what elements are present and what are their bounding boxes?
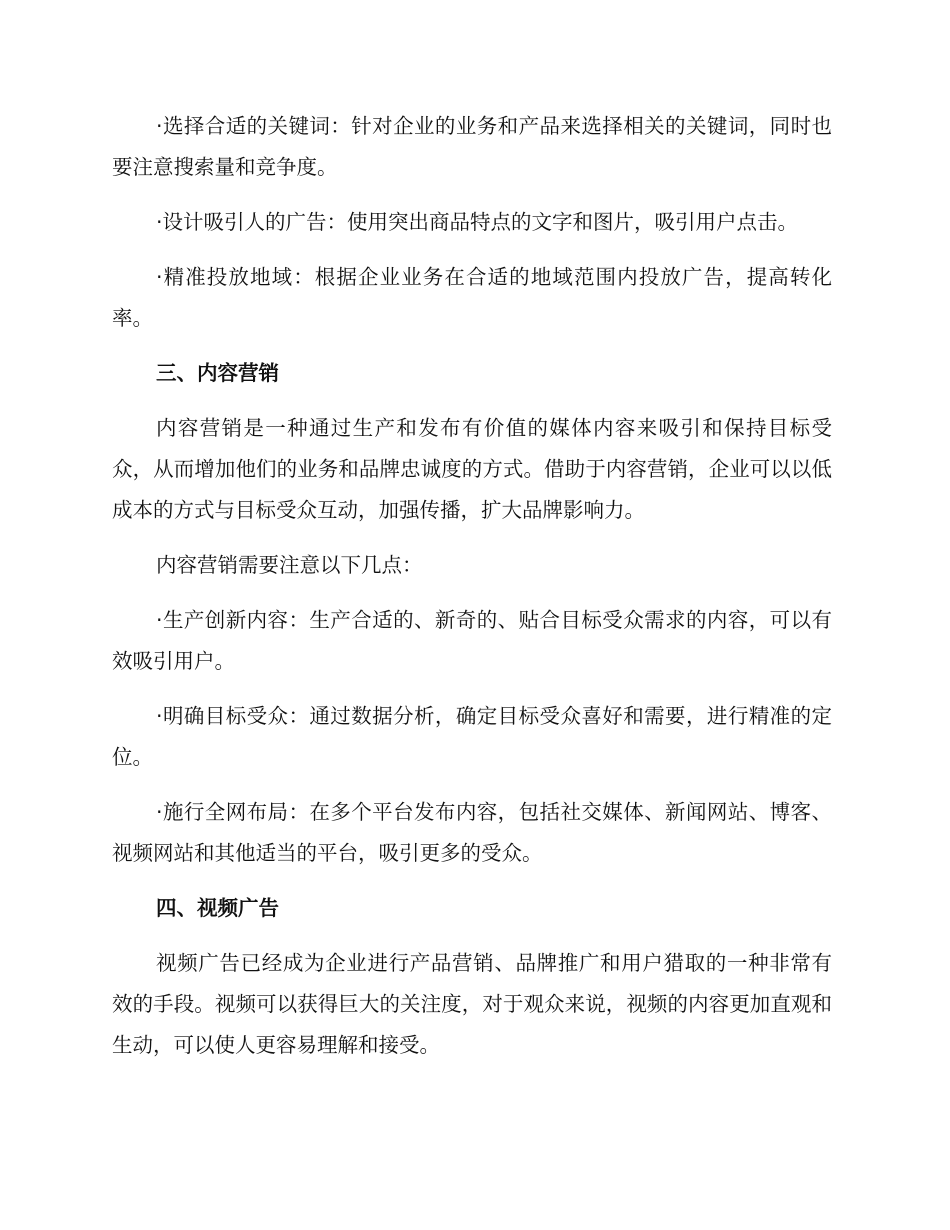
bullet-geo-targeting: ·精准投放地域：根据企业业务在合适的地域范围内投放广告，提高转化率。: [112, 265, 832, 330]
bullet-innovative-content: ·生产创新内容：生产合适的、新奇的、贴合目标受众需求的内容，可以有效吸引用户。: [112, 608, 832, 673]
bullet-ad-design: ·设计吸引人的广告：使用突出商品特点的文字和图片，吸引用户点击。: [156, 210, 799, 234]
section-heading-video-ads: 四、视频广告: [156, 896, 279, 920]
paragraph-video-ads-intro: 视频广告已经成为企业进行产品营销、品牌推广和用户猎取的一种非常有效的手段。视频可以获得巨大的关注度，对于观众来说，视频的内容更加直观和生动，可以使人更容易理解和接受。: [112, 951, 832, 1057]
bullet-omnichannel: ·施行全网布局：在多个平台发布内容，包括社交媒体、新闻网站、博客、视频网站和其他适当的平台，吸引更多的受众。: [112, 800, 832, 865]
paragraph-content-marketing-intro: 内容营销是一种通过生产和发布有价值的媒体内容来吸引和保持目标受众，从而增加他们的业务和品牌忠诚度的方式。借助于内容营销，企业可以以低成本的方式与目标受众互动，加强传播，扩大品牌影响力。: [112, 416, 832, 522]
bullet-target-audience: ·明确目标受众：通过数据分析，确定目标受众喜好和需要，进行精准的定位。: [112, 704, 832, 769]
section-heading-content-marketing: 三、内容营销: [156, 361, 279, 385]
document-body: [112, 106, 832, 1066]
paragraph-content-marketing-notes: 内容营销需要注意以下几点：: [156, 553, 423, 577]
bullet-keywords: ·选择合适的关键词：针对企业的业务和产品来选择相关的关键词，同时也要注意搜索量和竞争度。: [112, 114, 832, 179]
